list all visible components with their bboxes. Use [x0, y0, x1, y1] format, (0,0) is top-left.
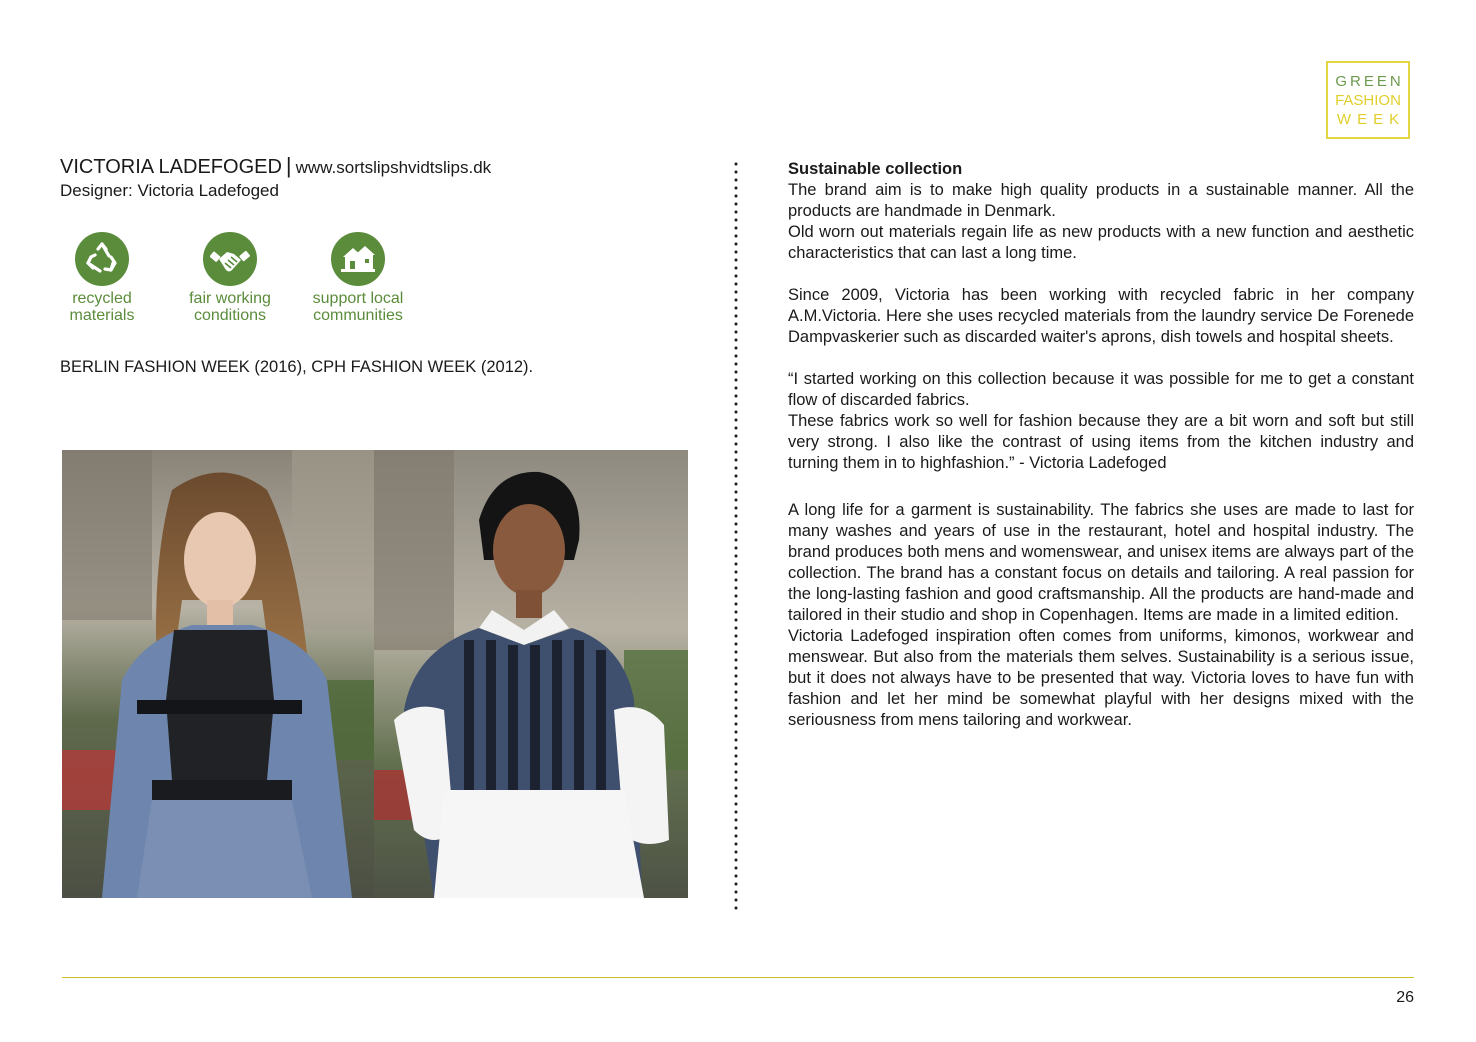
badge-label-line1: recycled: [72, 290, 132, 307]
designer-line: Designer: Victoria Ladefoged: [60, 181, 279, 200]
article-text: [788, 159, 1414, 731]
dotted-divider: [734, 160, 738, 912]
recycle-icon: [75, 232, 129, 286]
model-photo-left: [62, 450, 374, 898]
article-paragraph: Old worn out materials regain life as new products with a new function and aesthetic characteristics that can last a long time.: [788, 223, 1414, 262]
badge-recycled-materials: [42, 232, 162, 324]
badge-label: [298, 290, 418, 324]
article-paragraph: The brand aim is to make high quality products in a sustainable manner. All the products are handmade in Denmark.: [788, 181, 1414, 220]
badge-label-line1: fair working: [189, 290, 271, 307]
badge-label-line2: materials: [69, 307, 135, 324]
badge-label: [42, 290, 162, 324]
fashion-weeks-line: BERLIN FASHION WEEK (2016), CPH FASHION WEEK (2012).: [60, 358, 534, 376]
article-quote: “I started working on this collection because it was possible for me to get a constant flow of discarded fabrics.: [788, 370, 1414, 409]
badge-label-line2: conditions: [193, 307, 267, 324]
badge-label: [169, 290, 291, 324]
badge-label-line1: support local: [312, 290, 404, 307]
article-paragraph: A long life for a garment is sustainability. The fabrics she uses are made to last for many washes and years of use in the restaurant, hotel and hospital industry. The brand produces both mens and womenswear, and unisex items are always part of the collection. The brand has a constant focus on details and tailoring. A real passion for the long-lasting fashion and good craftsmanship. All the products are hand-made and tailored in their studio and shop in Copenhagen. Items are made in a limited edition.: [788, 501, 1414, 624]
page-number: 26: [1396, 989, 1414, 1006]
designer-title: [60, 153, 491, 179]
badge-fair-working-conditions: [169, 232, 291, 324]
badge-label-line2: communities: [313, 307, 403, 324]
article-quote: These fabrics work so well for fashion because they are a bit worn and soft but still very strong. I also like the contrast of using items from the kitchen industry and turning them in to highfashion.” - Victoria Ladefoged: [788, 412, 1414, 472]
houses-icon: [331, 232, 385, 286]
logo-line-fashion: FASHION: [1335, 91, 1401, 109]
title-separator: |: [285, 153, 292, 178]
green-fashion-week-logo: [1326, 61, 1410, 139]
brand-name: VICTORIA LADEFOGED: [60, 156, 282, 178]
article-paragraph: Victoria Ladefoged inspiration often comes from uniforms, kimonos, workwear and menswear. But also from the materials them selves. Sustainability is a serious issue, but it does not always have to be presented that way. Victoria loves to have fun with fashion and let her mind be somewhat playful with her designs mixed with the seriousness from mens tailoring and workwear.: [788, 627, 1414, 729]
badge-support-local-communities: [298, 232, 418, 324]
logo-line-week: WEEK: [1336, 110, 1406, 128]
brand-url[interactable]: www.sortslipshvidtslips.dk: [295, 158, 492, 177]
article-paragraph: Since 2009, Victoria has been working with recycled fabric in her company A.M.Victoria. Here she uses recycled materials from the laundry service De Forenede Dampvaskerier such as discarded waiter's aprons, dish towels and hospital sheets.: [788, 286, 1414, 346]
model-photo-right: [374, 450, 688, 898]
logo-line-green: GREEN: [1335, 72, 1404, 90]
handshake-icon: [203, 232, 257, 286]
footer-rule: [62, 977, 1414, 978]
article-heading: Sustainable collection: [788, 160, 963, 178]
